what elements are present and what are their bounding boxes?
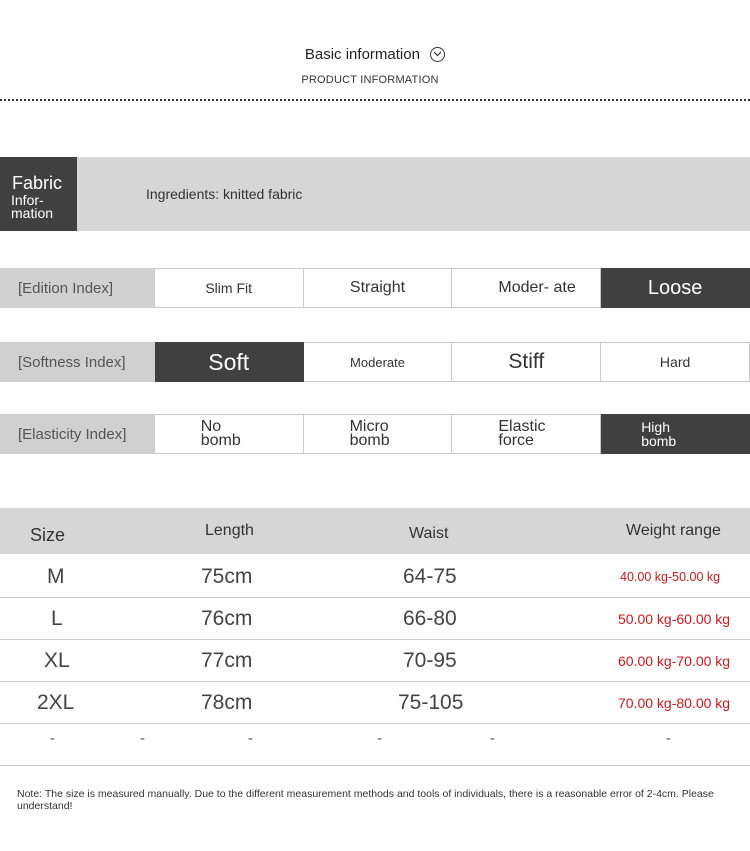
- elasticity-option-elastic-force-text: Elastic force: [498, 418, 546, 449]
- header-length: Length: [205, 522, 254, 539]
- elasticity-option-micro-bomb-text: Micro bomb: [349, 418, 390, 449]
- fabric-label-box: [0, 157, 77, 231]
- cell-length: 76cm: [201, 606, 253, 630]
- cell-waist: 64-75: [403, 564, 457, 588]
- elasticity-index-label: [Elasticity Index]: [0, 414, 155, 454]
- header-weight-range: Weight range: [626, 522, 721, 539]
- edition-index-row: [0, 268, 750, 308]
- fabric-sublabel: Infor- mation: [11, 192, 54, 221]
- softness-index-row: [0, 342, 750, 382]
- softness-option-moderate: Moderate: [304, 342, 453, 382]
- cell-waist: 70-95: [403, 648, 457, 672]
- elasticity-option-no-bomb: [155, 414, 304, 454]
- cell-length: 78cm: [201, 690, 253, 714]
- elasticity-option-micro-bomb: [304, 414, 453, 454]
- fabric-ingredients: Ingredients: knitted fabric: [146, 186, 303, 202]
- size-table-header: [0, 508, 750, 554]
- table-row: [0, 556, 750, 598]
- cell-length: 75cm: [201, 564, 253, 588]
- edition-option-moderate-text: Moder- ate: [498, 279, 576, 296]
- edition-option-loose: Loose: [601, 268, 750, 308]
- section-title-text: Basic information: [304, 46, 420, 63]
- softness-option-stiff: Stiff: [452, 342, 601, 382]
- empty-cell: -: [140, 730, 145, 747]
- softness-option-hard: Hard: [601, 342, 750, 382]
- table-row: [0, 640, 750, 682]
- cell-weight: 40.00 kg-50.00 kg: [620, 569, 721, 584]
- empty-cell: -: [248, 730, 253, 747]
- chevron-down-icon: [430, 47, 445, 62]
- elasticity-option-elastic-force: [452, 414, 601, 454]
- edition-option-moderate: [452, 268, 601, 308]
- edition-option-straight: Straight: [304, 268, 453, 308]
- measurement-note: Note: The size is measured manually. Due to the different measurement methods and tools of individuals, there is a reasonable error of 2-4cm. Please understand!: [17, 788, 714, 812]
- cell-waist: 75-105: [398, 690, 464, 714]
- cell-weight: 70.00 kg-80.00 kg: [618, 694, 731, 711]
- empty-cell: -: [666, 730, 671, 747]
- cell-size: L: [51, 606, 63, 630]
- section-title: [0, 46, 750, 63]
- empty-cell: -: [50, 730, 55, 747]
- empty-cell: -: [490, 730, 495, 747]
- header-size: Size: [30, 524, 66, 545]
- cell-waist: 66-80: [403, 606, 457, 630]
- elasticity-option-no-bomb-text: No bomb: [200, 418, 241, 449]
- softness-index-label: [Softness Index]: [0, 342, 155, 382]
- table-row-empty: [0, 724, 750, 766]
- cell-size: 2XL: [37, 690, 75, 714]
- elasticity-option-high-bomb-text: High bomb: [641, 419, 677, 449]
- softness-option-soft: Soft: [155, 342, 304, 382]
- elasticity-option-high-bomb: [601, 414, 750, 454]
- cell-weight: 50.00 kg-60.00 kg: [618, 610, 731, 627]
- edition-index-label: [Edition Index]: [0, 268, 155, 308]
- elasticity-index-row: [0, 414, 750, 454]
- header-waist: Waist: [409, 525, 449, 542]
- dotted-divider: [0, 99, 750, 101]
- fabric-info-band: [0, 157, 750, 231]
- edition-option-slim-fit: Slim Fit: [155, 268, 304, 308]
- cell-size: XL: [44, 648, 70, 672]
- table-row: [0, 682, 750, 724]
- section-subtitle: PRODUCT INFORMATION: [301, 74, 439, 86]
- cell-length: 77cm: [201, 648, 253, 672]
- table-row: [0, 598, 750, 640]
- cell-weight: 60.00 kg-70.00 kg: [618, 652, 731, 669]
- empty-cell: -: [377, 730, 382, 747]
- fabric-label: Fabric: [12, 173, 63, 193]
- cell-size: M: [47, 564, 65, 588]
